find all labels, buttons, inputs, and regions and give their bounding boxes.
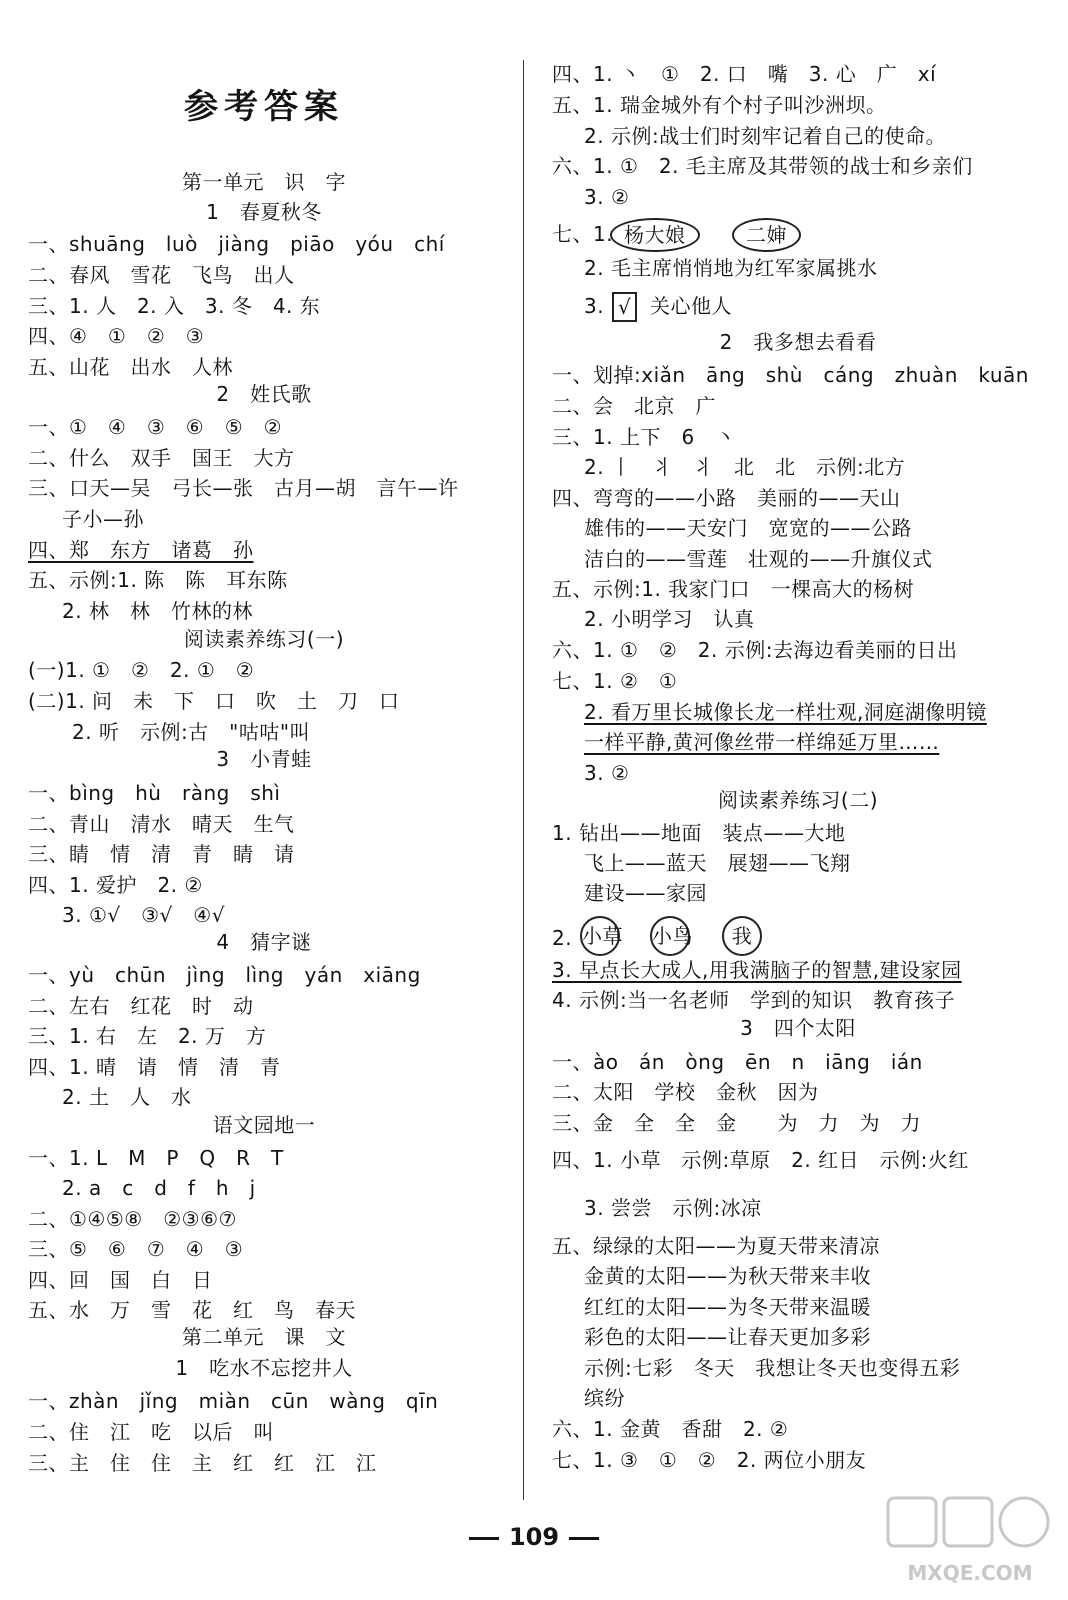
right-column-line: 二婶 [732, 218, 801, 248]
right-column-line: 3. ② [584, 761, 630, 785]
left-column-line: 一、yù chūn jìng lìng yán xiāng [28, 963, 421, 987]
left-column-line: 四、回 国 白 日 [28, 1268, 213, 1292]
right-column-line: 一、划掉:xiǎn āng shù cáng zhuàn kuān [552, 363, 1029, 387]
left-column-line: 一、1. L M P Q R T [28, 1146, 284, 1170]
left-column-line: 五、示例:1. 陈 陈 耳东陈 [28, 568, 288, 592]
right-column-line: 六、1. ① ② 2. 示例:去海边看美丽的日出 [552, 638, 958, 662]
right-column-line: 2. 毛主席悄悄地为红军家属挑水 [584, 256, 878, 280]
left-column-line: 一、zhàn jǐng miàn cūn wàng qīn [28, 1389, 439, 1413]
right-column-line: 示例:七彩 冬天 我想让冬天也变得五彩 [584, 1356, 961, 1380]
left-column-line: 子小—孙 [62, 507, 144, 531]
right-column-line: 阅读素养练习(二) [717, 788, 879, 812]
right-column-line: 七、1. ③ ① ② 2. 两位小朋友 [552, 1448, 867, 1472]
left-column-line: 三、睛 情 清 青 睛 请 [28, 842, 295, 866]
left-column-line: 一、① ④ ③ ⑥ ⑤ ② [28, 415, 283, 439]
left-column-line: 二、什么 双手 国王 大方 [28, 446, 295, 470]
right-column-line: 红红的太阳——为冬天带来温暖 [584, 1295, 871, 1319]
right-column-line: 五、1. 瑞金城外有个村子叫沙洲坝。 [552, 93, 887, 117]
left-column-line: 二、春风 雪花 飞鸟 出人 [28, 263, 295, 287]
right-column-line: 3. [584, 294, 605, 318]
left-column-line: 一、bìng hù ràng shì [28, 781, 281, 805]
watermark-text: MXQE.COM [907, 1561, 1033, 1585]
right-column-line: 3. 早点长大成人,用我满脑子的智慧,建设家园 [552, 958, 962, 982]
right-column-line: 3. 尝尝 示例:冰凉 [584, 1196, 762, 1220]
left-column-line: 二、①④⑤⑧ ②③⑥⑦ [28, 1207, 237, 1231]
dash-left [469, 1537, 499, 1540]
left-column-line: 3 小青蛙 [216, 747, 312, 771]
right-column-line: 七、1. [552, 222, 614, 246]
left-column-line: 2. a c d f h j [62, 1176, 256, 1200]
left-column-line: 四、④ ① ② ③ [28, 324, 205, 348]
left-column-line: 四、郑 东方 诸葛 孙 [28, 538, 254, 562]
left-column-line: 1 吃水不忘挖井人 [175, 1356, 353, 1380]
right-column-line: 五、示例:1. 我家门口 一棵高大的杨树 [552, 577, 915, 601]
left-column-line: 3. ①√ ③√ ④√ [62, 903, 225, 927]
left-column-line: 五、山花 出水 人林 [28, 355, 233, 379]
right-column-line: 小鸟 [650, 916, 690, 946]
right-column-line: 三、金 全 全 金 为 力 为 力 [552, 1111, 921, 1135]
left-column-line: 三、主 住 住 主 红 红 江 江 [28, 1451, 377, 1475]
right-column-line: 四、1. 小草 示例:草原 2. 红日 示例:火红 [552, 1148, 969, 1172]
left-column-line: 2 姓氏歌 [216, 382, 312, 406]
left-column-line: 四、1. 晴 请 情 清 青 [28, 1055, 281, 1079]
left-column-line: 三、1. 人 2. 入 3. 冬 4. 东 [28, 294, 321, 318]
right-column-line: 2. 看万里长城像长龙一样壮观,洞庭湖像明镜 [584, 700, 987, 724]
right-column-line: 雄伟的——天安门 宽宽的——公路 [584, 516, 912, 540]
page-title: 参考答案 [184, 87, 344, 127]
left-column-line: 2. 土 人 水 [62, 1085, 192, 1109]
left-column-line: 1 春夏秋冬 [206, 200, 322, 224]
right-column-line: 四、1. 丶 ① 2. 口 嘴 3. 心 广 xí [552, 62, 937, 86]
right-column-line: 4. 示例:当一名老师 学到的知识 教育孩子 [552, 988, 956, 1012]
right-column-line: 小草 [580, 916, 620, 946]
right-column-line: 七、1. ② ① [552, 669, 678, 693]
left-column-line: 第一单元 识 字 [182, 170, 346, 194]
right-column-line: 一、ào án òng ēn n iāng ián [552, 1050, 923, 1074]
left-column-line: 一、shuāng luò jiàng piāo yóu chí [28, 232, 445, 256]
left-column-line: 三、口天—吴 弓长—张 古月—胡 言午—许 [28, 476, 459, 500]
right-column-line: 2. 小明学习 认真 [584, 607, 755, 631]
left-column-line: 第二单元 课 文 [182, 1325, 346, 1349]
right-column-line: 3. ② [584, 185, 630, 209]
right-column-line: 缤纷 [584, 1386, 625, 1410]
left-column-line: 三、⑤ ⑥ ⑦ ④ ③ [28, 1237, 244, 1261]
left-column-line: 二、左右 红花 时 动 [28, 994, 254, 1018]
left-column-line: 2. 林 林 竹林的林 [62, 599, 253, 623]
right-column-line: 3 四个太阳 [740, 1016, 856, 1040]
page-number-text: 109 [508, 1523, 560, 1551]
right-column-line: 金黄的太阳——为秋天带来丰收 [584, 1264, 871, 1288]
right-column-line: 一样平静,黄河像丝带一样绵延万里…… [584, 730, 940, 754]
right-column-line: 我 [722, 916, 762, 946]
dash-right [569, 1537, 599, 1540]
right-column-line: 三、1. 上下 6 丶 [552, 425, 736, 449]
right-column-line: 2. [552, 926, 573, 950]
right-column-line: 洁白的——雪莲 壮观的——升旗仪式 [584, 547, 933, 571]
left-column-line: (二)1. 问 未 下 口 吹 土 刀 口 [28, 689, 400, 713]
right-column-line: 2. 丨 丬 丬 北 北 示例:北方 [584, 455, 906, 479]
right-column-line: 二、会 北京 广 [552, 394, 716, 418]
left-column-line: 三、1. 右 左 2. 万 方 [28, 1024, 267, 1048]
left-column-line: 语文园地一 [212, 1113, 316, 1137]
left-column-line: 二、住 江 吃 以后 叫 [28, 1420, 274, 1444]
right-column-line: 建设——家园 [584, 881, 707, 905]
left-column-line: 4 猜字谜 [216, 930, 312, 954]
right-column-line: 六、1. 金黄 香甜 2. ② [552, 1417, 789, 1441]
left-column-line: 二、青山 清水 晴天 生气 [28, 812, 295, 836]
left-column-line: 五、水 万 雪 花 红 鸟 春天 [28, 1298, 356, 1322]
right-column-line: 飞上——蓝天 展翅——飞翔 [584, 851, 851, 875]
right-column-line: 二、太阳 学校 金秋 因为 [552, 1080, 819, 1104]
left-column-line: 2. 听 示例:古 "咕咕"叫 [72, 720, 311, 744]
left-column-line: 阅读素养练习(一) [183, 627, 345, 651]
right-column-line: 五、绿绿的太阳——为夏天带来清凉 [552, 1234, 880, 1258]
right-column-line: 2 我多想去看看 [719, 330, 877, 354]
left-column-line: (一)1. ① ② 2. ① ② [28, 658, 255, 682]
watermark-logo [880, 1490, 1060, 1590]
right-column-line: 四、弯弯的——小路 美丽的——天山 [552, 486, 901, 510]
right-column-line: 六、1. ① 2. 毛主席及其带领的战士和乡亲们 [552, 154, 973, 178]
left-column-line: 四、1. 爱护 2. ② [28, 873, 203, 897]
right-column-line: 1. 钻出——地面 装点——大地 [552, 821, 846, 845]
right-column-line: 杨大娘 [610, 218, 700, 248]
right-column-line: 2. 示例:战士们时刻牢记着自己的使命。 [584, 124, 947, 148]
right-column-line: 彩色的太阳——让春天更加多彩 [584, 1325, 871, 1349]
right-column-line: √ [612, 292, 637, 322]
right-column-line: 关心他人 [650, 294, 732, 318]
